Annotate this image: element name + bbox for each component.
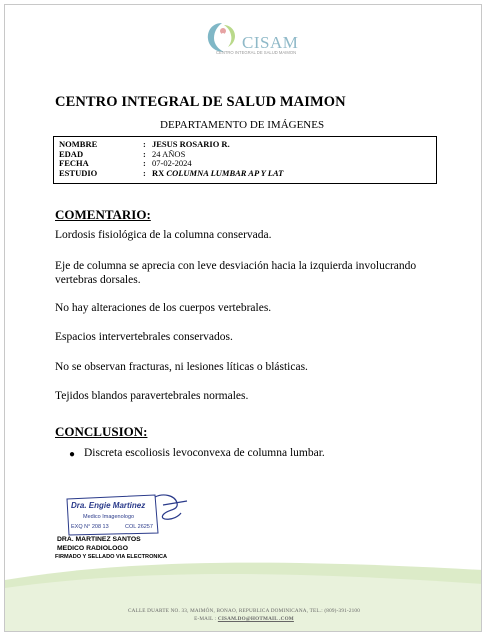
signer-name: DRA. MARTINEZ SANTOS [57, 536, 141, 543]
separator: : [143, 168, 146, 179]
stamp-title-text: Medico Imagenologo [83, 514, 135, 520]
cisam-logo [190, 19, 320, 61]
label-nombre: NOMBRE [59, 139, 98, 149]
value-estudio-prefix: RX [152, 168, 167, 179]
footer-address: CALLE DUARTE NO. 33, MAIMÓN, BONAO, REPUBLICA DOMINICANA, TEL.: (809)-391-2100 [127, 608, 361, 614]
comment-paragraph: No se observan fracturas, ni lesiones líticas o blásticas. [55, 361, 308, 373]
stamp-name-text: Dra. Engie Martinez [71, 501, 146, 510]
label-edad: EDAD [59, 148, 84, 159]
patient-info-box [53, 136, 437, 184]
comment-paragraph: Eje de columna se aprecia con leve desviación hacia la izquierda involucrando vertebras dorsales. [55, 260, 417, 286]
patient-row-study [59, 169, 436, 179]
comment-paragraph: Tejidos blandos paravertebrales normales. [55, 390, 249, 402]
comment-paragraph: No hay alteraciones de los cuerpos vertebrales. [55, 302, 272, 314]
signature-stamp [63, 491, 193, 541]
separator: : [143, 158, 146, 169]
stamp-col-text: COL 26257 [125, 524, 153, 530]
conclusion-item [69, 447, 325, 462]
bullet-icon: ● [69, 449, 76, 460]
footer-email-line [5, 616, 482, 622]
footer-email-label: E-MAIL : [194, 616, 218, 622]
value-fecha: 07-02-2024 [152, 158, 192, 169]
stamp-exequatur-text: EXQ N° 208 13 [71, 524, 109, 530]
page-title: CENTRO INTEGRAL DE SALUD MAIMON [55, 94, 346, 110]
logo-subtitle: CENTRO INTEGRAL DE SALUD MAIMON [216, 50, 297, 55]
patient-row-age [59, 150, 436, 160]
patient-row-name [59, 140, 436, 150]
conclusion-text: Discreta escoliosis levoconvexa de columna lumbar. [84, 447, 325, 459]
document-page [4, 4, 482, 632]
signature-scribble [155, 495, 187, 519]
separator: : [143, 139, 146, 149]
comment-paragraph: Espacios intervertebrales conservados. [55, 331, 233, 343]
comment-paragraph: Lordosis fisiológica de la columna conservada. [55, 229, 272, 241]
label-estudio: ESTUDIO [59, 168, 98, 179]
value-nombre: JESUS ROSARIO R. [152, 139, 230, 149]
value-edad: 24 AÑOS [152, 148, 186, 159]
value-estudio-name: COLUMNA LUMBAR AP Y LAT [166, 168, 284, 179]
label-fecha: FECHA [59, 158, 89, 169]
separator: : [143, 148, 146, 159]
conclusion-heading: CONCLUSION: [55, 424, 148, 439]
logo-text: CISAM [242, 33, 299, 52]
signer-role: MEDICO RADIOLOGO [57, 545, 128, 552]
value-estudio [152, 169, 283, 179]
comment-heading: COMENTARIO: [55, 207, 151, 222]
footer-email[interactable]: CISAM.DO@HOTMAIL .COM [217, 616, 294, 622]
department-heading: DEPARTAMENTO DE IMÁGENES [160, 119, 325, 131]
signature-note: FIRMADO Y SELLADO VIA ELECTRONICA [55, 554, 168, 560]
